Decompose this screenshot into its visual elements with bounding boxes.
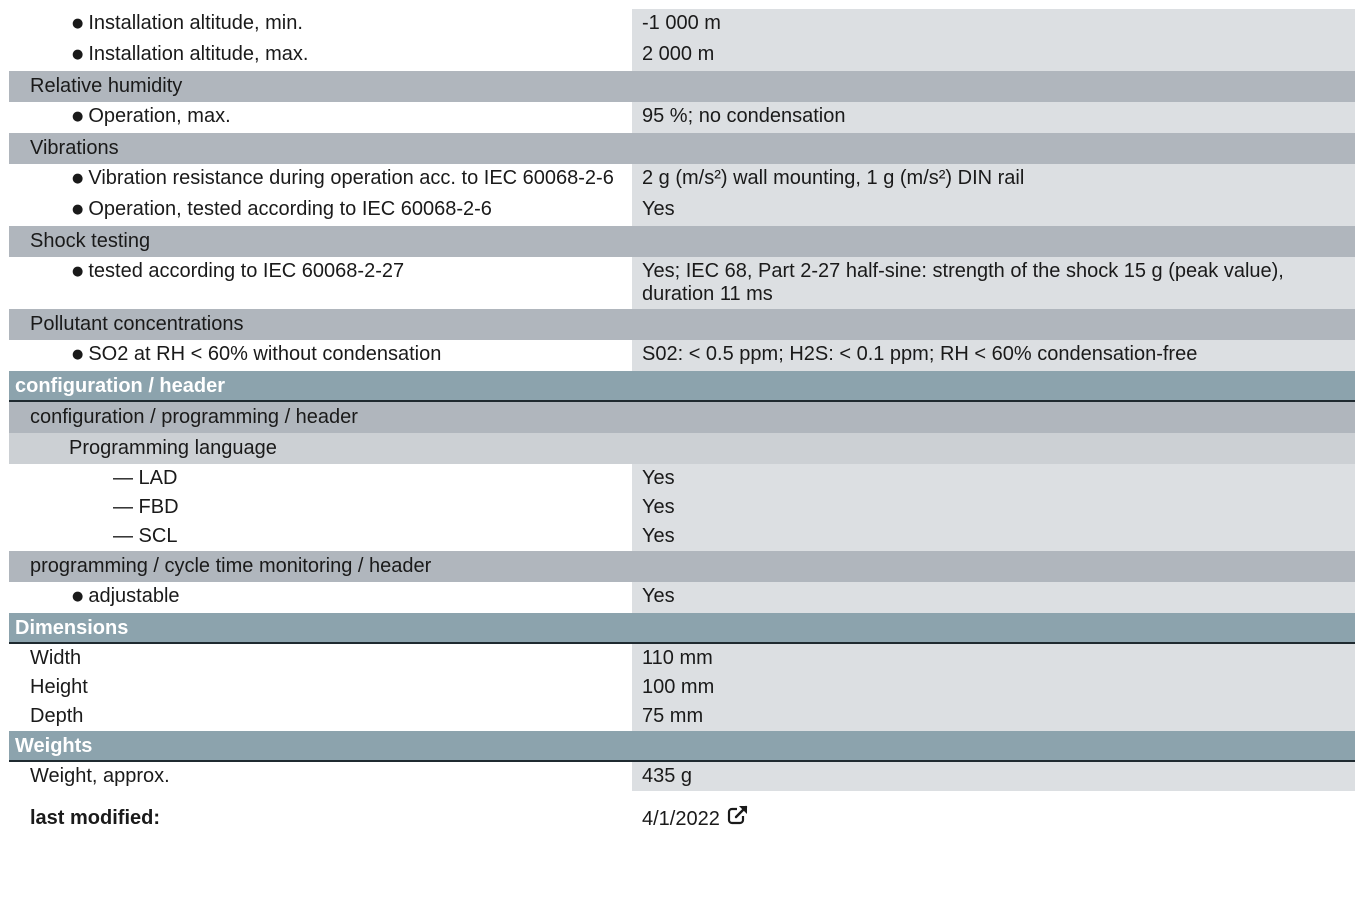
row-value: Yes	[632, 493, 1355, 522]
table-row	[9, 493, 1355, 522]
table-row	[9, 40, 1355, 71]
table-row	[9, 464, 1355, 493]
row-value: Yes	[632, 464, 1355, 493]
row-value: 100 mm	[632, 673, 1355, 702]
row-label: Weight, approx.	[9, 762, 632, 791]
row-value: Yes	[632, 522, 1355, 551]
section-header-weights: Weights	[9, 731, 1355, 762]
row-label: ● SO2 at RH < 60% without condensation	[9, 340, 632, 371]
row-value: -1 000 m	[632, 9, 1355, 40]
table-row	[9, 340, 1355, 371]
section-header-configuration: configuration / header	[9, 371, 1355, 402]
row-value: Yes	[632, 582, 1355, 613]
row-value: Yes; IEC 68, Part 2-27 half-sine: strength of the shock 15 g (peak value), duration 11 ms	[632, 257, 1355, 309]
table-row	[9, 9, 1355, 40]
table-row	[9, 582, 1355, 613]
external-link-icon[interactable]	[726, 803, 750, 827]
table-row	[9, 522, 1355, 551]
subsection-header: configuration / programming / header	[9, 402, 1355, 433]
row-label: ● Installation altitude, max.	[9, 40, 632, 71]
subsection-header: Pollutant concentrations	[9, 309, 1355, 340]
subsection-header-level2: Programming language	[9, 433, 1355, 464]
subsection-header: Vibrations	[9, 133, 1355, 164]
last-modified-label: last modified:	[30, 807, 161, 829]
last-modified-value	[632, 797, 1355, 831]
table-row	[9, 644, 1355, 673]
row-label: ● Operation, tested according to IEC 60068-2-6	[9, 195, 632, 226]
row-value: 95 %; no condensation	[632, 102, 1355, 133]
table-row	[9, 257, 1355, 309]
table-row	[9, 762, 1355, 791]
table-row	[9, 195, 1355, 226]
product-datasheet	[9, 9, 1355, 831]
row-value: 110 mm	[632, 644, 1355, 673]
table-row	[9, 702, 1355, 731]
row-label: ● Installation altitude, min.	[9, 9, 632, 40]
section-header-dimensions: Dimensions	[9, 613, 1355, 644]
row-label: Height	[9, 673, 632, 702]
row-label: — SCL	[9, 522, 632, 551]
row-label: Depth	[9, 702, 632, 731]
table-row	[9, 102, 1355, 133]
table-row	[9, 673, 1355, 702]
row-value: 435 g	[632, 762, 1355, 791]
row-label: Width	[9, 644, 632, 673]
row-value: S02: < 0.5 ppm; H2S: < 0.1 ppm; RH < 60% condensation-free	[632, 340, 1355, 371]
row-label: ● Operation, max.	[9, 102, 632, 133]
row-label: ● adjustable	[9, 582, 632, 613]
subsection-header: Relative humidity	[9, 71, 1355, 102]
row-value: 2 000 m	[632, 40, 1355, 71]
row-value: 2 g (m/s²) wall mounting, 1 g (m/s²) DIN rail	[632, 164, 1355, 195]
row-value: Yes	[632, 195, 1355, 226]
subsection-header: Shock testing	[9, 226, 1355, 257]
row-label: — FBD	[9, 493, 632, 522]
row-value: 75 mm	[632, 702, 1355, 731]
row-label: ● tested according to IEC 60068-2-27	[9, 257, 632, 309]
table-row	[9, 164, 1355, 195]
row-label: ● Vibration resistance during operation acc. to IEC 60068-2-6	[9, 164, 632, 195]
subsection-header: programming / cycle time monitoring / header	[9, 551, 1355, 582]
last-modified-row	[9, 791, 1355, 831]
last-modified-date: 4/1/2022	[642, 807, 720, 830]
row-label: — LAD	[9, 464, 632, 493]
